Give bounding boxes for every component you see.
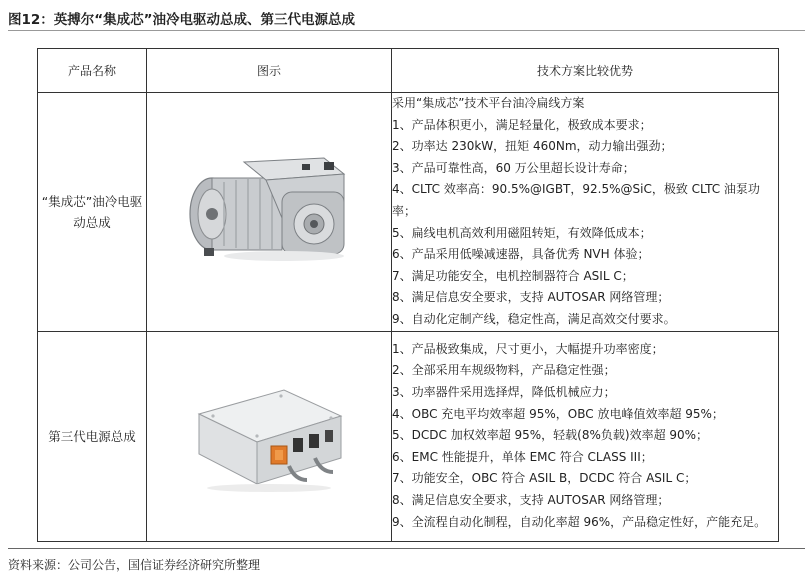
advantages-cell [392,331,779,541]
advantage-line: 2、全部采用车规级物料，产品稳定性强； [392,363,616,378]
advantage-line: 7、功能安全，OBC 符合 ASIL B，DCDC 符合 ASIL C； [392,471,697,486]
power-supply-assembly-image [189,376,349,496]
advantage-line: 2、功率达 230kW，扭矩 460Nm，动力输出强劲； [392,139,673,154]
comparison-table [37,48,779,542]
advantage-line: 3、产品可靠性高，60 万公里超长设计寿命； [392,160,635,175]
advantage-line: 5、DCDC 加权效率超 95%，轻载(8%负载)效率超 90%； [392,428,709,443]
header-product-name: 产品名称 [38,49,147,93]
header-illustration: 图示 [147,49,392,93]
source-note: 资料来源：公司公告，国信证券经济研究所整理 [8,558,261,572]
figure-title: 图12：英搏尔“集成芯”油冷电驱动总成、第三代电源总成 [8,12,356,28]
advantage-line: 7、满足功能安全，电机控制器符合 ASIL C； [392,268,634,283]
advantage-line: 8、满足信息安全要求，支持 AUTOSAR 网络管理； [392,290,670,305]
advantage-line: 6、EMC 性能提升，单体 EMC 符合 CLASS III； [392,449,653,464]
advantage-line: 9、全流程自动化制程，自动化率超 96%，产品稳定性好，产能充足。 [392,514,767,529]
advantage-line: 1、产品体积更小，满足轻量化，极致成本要求； [392,117,652,132]
advantage-line: 1、产品极致集成，尺寸更小，大幅提升功率密度； [392,341,664,356]
advantage-line: 采用“集成芯”技术平台油冷扁线方案 [392,96,585,110]
table-row [38,331,779,541]
advantage-line: 4、OBC 充电平均效率超 95%，OBC 放电峰值效率超 95%； [392,406,724,421]
product-image-cell [147,93,392,332]
table-header-row [38,49,779,93]
header-advantages: 技术方案比较优势 [392,49,779,93]
advantage-line: 9、自动化定制产线，稳定性高，满足高效交付要求。 [392,311,676,326]
advantage-line: 4、CLTC 效率高：90.5%@IGBT，92.5%@SiC，极致 CLTC 油泵功率； [392,182,760,218]
source-divider [8,548,805,549]
advantages-cell [392,93,779,332]
advantage-line: 8、满足信息安全要求，支持 AUTOSAR 网络管理； [392,493,670,508]
title-divider [8,30,805,31]
advantage-line: 5、扁线电机高效利用磁阻转矩，有效降低成本； [392,225,652,240]
oil-cooled-drive-assembly-image [174,152,364,272]
table-row [38,93,779,332]
product-name-cell: 第三代电源总成 [38,331,147,541]
product-name-cell: “集成芯”油冷电驱动总成 [38,93,147,332]
advantage-line: 3、功率器件采用选择焊，降低机械应力； [392,385,616,400]
advantage-line: 6、产品采用低噪减速器，具备优秀 NVH 体验； [392,247,650,262]
product-image-cell [147,331,392,541]
